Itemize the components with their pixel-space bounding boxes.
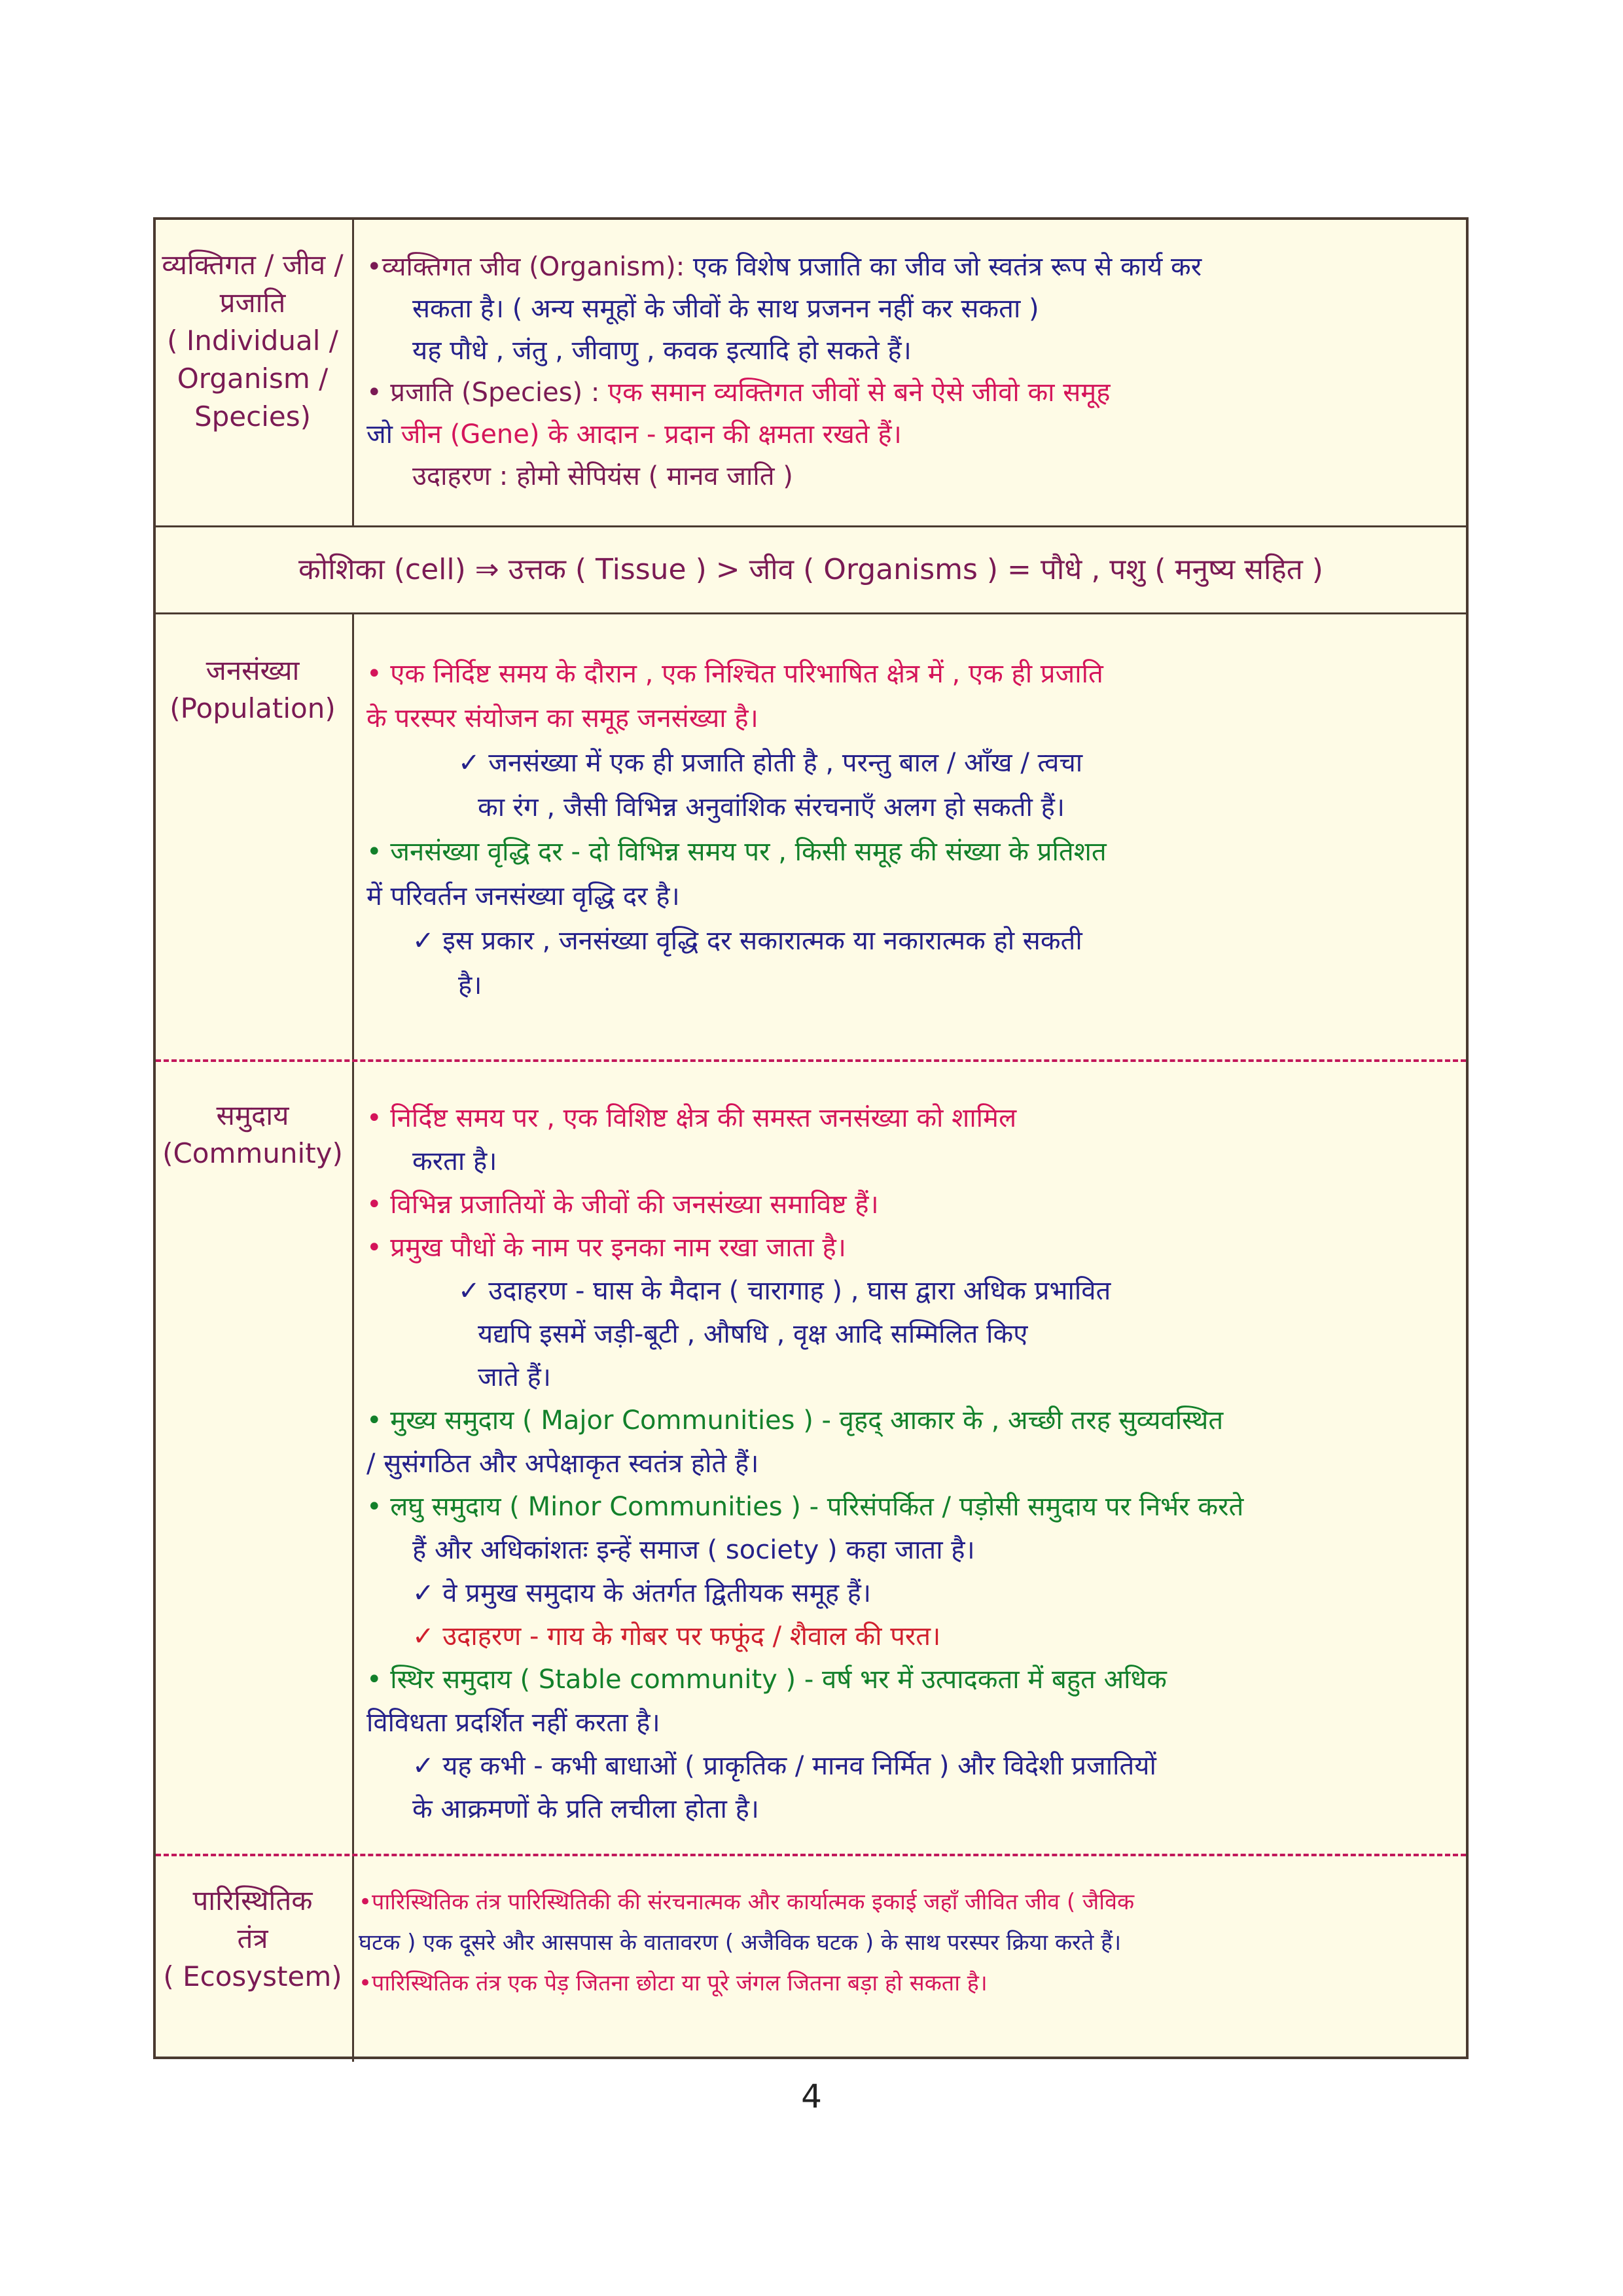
content-line: यद्यपि इसमें जड़ी-बूटी , औषधि , वृक्ष आदि सम्मिलित किए — [478, 1319, 1028, 1349]
content-line: यह पौधे , जंतु , जीवाणु , कवक इत्यादि हो सकते हैं। — [412, 336, 912, 366]
line-text: जीन (Gene) के आदान - प्रदान की क्षमता रखते हैं। — [393, 419, 902, 450]
notes-sheet — [153, 217, 1469, 2059]
content-line: • निर्दिष्ट समय पर , एक विशिष्ट क्षेत्र की समस्त जनसंख्या को शामिल — [366, 1103, 1017, 1133]
label-line: Species) — [194, 400, 312, 433]
content-line: • एक निर्दिष्ट समय के दौरान , एक निश्चित परिभाषित क्षेत्र में , एक ही प्रजाति — [366, 659, 1103, 689]
label-line: जनसंख्या — [205, 654, 300, 686]
content-line: का रंग , जैसी विभिन्न अनुवांशिक संरचनाएँ अलग हो सकती हैं। — [478, 792, 1065, 822]
content-line: ✓ वे प्रमुख समुदाय के अंतर्गत द्वितीयक समूह हैं। — [412, 1578, 872, 1608]
content-line: उदाहरण : होमो सेपियंस ( मानव जाति ) — [412, 461, 793, 491]
row-label-ecosystem — [156, 1882, 349, 1996]
label-line: (Community) — [162, 1137, 343, 1169]
page-number: 4 — [801, 2077, 822, 2115]
label-line: पारिस्थितिक — [192, 1884, 313, 1916]
row-content-population — [366, 652, 1448, 1008]
label-line: Organism / — [177, 362, 329, 395]
content-line: • स्थिर समुदाय ( Stable community ) - वर्ष भर में उत्पादकता में बहुत अधिक — [366, 1665, 1167, 1695]
content-line: • प्रमुख पौधों के नाम पर इनका नाम रखा जाता है। — [366, 1233, 846, 1263]
content-line: के परस्पर संयोजन का समूह जनसंख्या है। — [366, 703, 758, 733]
column-divider — [352, 612, 354, 2062]
content-line — [366, 372, 1448, 414]
content-line: ✓ इस प्रकार , जनसंख्या वृद्धि दर सकारात्मक या नकारात्मक हो सकती — [412, 926, 1082, 956]
label-line: (Population) — [169, 692, 336, 724]
content-line: सकता है। ( अन्य समूहों के जीवों के साथ प्रजनन नहीं कर सकता ) — [412, 294, 1039, 324]
label-line: ( Ecosystem) — [163, 1960, 342, 1992]
row-divider — [156, 612, 1466, 614]
label-line: तंत्र — [237, 1922, 268, 1954]
content-line: • जनसंख्या वृद्धि दर - दो विभिन्न समय पर , किसी समूह की संख्या के प्रतिशत — [366, 837, 1107, 867]
content-line: •पारिस्थितिक तंत्र एक पेड़ जितना छोटा या पूरे जंगल जितना बड़ा हो सकता है। — [359, 1970, 988, 1996]
content-line: •पारिस्थितिक तंत्र पारिस्थितिकी की संरचनात्मक और कार्यात्मक इकाई जहाँ जीवित जीव ( जैविक — [359, 1889, 1135, 1915]
row-label-organism — [156, 246, 349, 436]
content-line: में परिवर्तन जनसंख्या वृद्धि दर है। — [366, 881, 680, 911]
content-line: ✓ उदाहरण - गाय के गोबर पर फफूंद / शैवाल की परत। — [412, 1621, 941, 1651]
cell-hierarchy-formula: कोशिका (cell) ⇒ उत्तक ( Tissue ) > जीव ( Organisms ) = पौधे , पशु ( मनुष्य सहित ) — [298, 553, 1323, 586]
row-divider-dashed — [156, 1059, 1466, 1062]
label-line: ( Individual / — [167, 325, 338, 357]
content-line: जाते हैं। — [478, 1362, 551, 1392]
content-line: ✓ यह कभी - कभी बाधाओं ( प्राकृतिक / मानव निर्मित ) और विदेशी प्रजातियों — [412, 1751, 1156, 1781]
content-line: घटक ) एक दूसरे और आसपास के वातावरण ( अजैविक घटक ) के साथ परस्पर क्रिया करते हैं। — [359, 1930, 1122, 1956]
content-line: • लघु समुदाय ( Minor Communities ) - परिसंपर्कित / पड़ोसी समुदाय पर निर्भर करते — [366, 1492, 1244, 1522]
content-line: विविधता प्रदर्शित नहीं करता है। — [366, 1708, 660, 1738]
content-line: • मुख्य समुदाय ( Major Communities ) - वृहद् आकार के , अच्छी तरह सुव्यवस्थित — [366, 1405, 1224, 1436]
column-divider — [352, 220, 354, 525]
content-line: के आक्रमणों के प्रति लचीला होता है। — [412, 1794, 759, 1824]
row-label-community — [156, 1097, 349, 1173]
label-line: प्रजाति — [219, 287, 286, 319]
content-line — [366, 246, 1448, 288]
term-heading: • प्रजाति (Species) : — [366, 378, 600, 408]
row-content-ecosystem — [359, 1882, 1458, 2004]
label-line: समुदाय — [216, 1099, 289, 1131]
content-line — [366, 414, 1448, 455]
row-content-organism — [366, 246, 1448, 497]
term-heading: •व्यक्तिगत जीव (Organism): — [366, 252, 685, 282]
row-content-community — [366, 1097, 1448, 1831]
content-line: / सुसंगठित और अपेक्षाकृत स्वतंत्र होते हैं। — [366, 1449, 759, 1479]
row-divider-dashed — [156, 1854, 1466, 1856]
row-label-population — [156, 652, 349, 728]
label-line: व्यक्तिगत / जीव / — [162, 249, 344, 281]
content-line: ✓ जनसंख्या में एक ही प्रजाति होती है , परन्तु बाल / आँख / त्वचा — [458, 748, 1083, 778]
row-divider — [156, 525, 1466, 527]
line-text: जो — [366, 419, 393, 450]
content-line: हैं और अधिकांशतः इन्हें समाज ( society ) कहा जाता है। — [412, 1535, 975, 1565]
content-line: ✓ उदाहरण - घास के मैदान ( चारागाह ) , घास द्वारा अधिक प्रभावित — [458, 1276, 1111, 1306]
line-text: एक समान व्यक्तिगत जीवों से बने ऐसे जीवो का समूह — [599, 378, 1111, 408]
line-text: एक विशेष प्रजाति का जीव जो स्वतंत्र रूप से कार्य कर — [685, 252, 1202, 282]
content-line: करता है। — [412, 1146, 497, 1176]
content-line: है। — [458, 970, 482, 1000]
content-line: • विभिन्न प्रजातियों के जीवों की जनसंख्या समाविष्ट हैं। — [366, 1190, 879, 1220]
